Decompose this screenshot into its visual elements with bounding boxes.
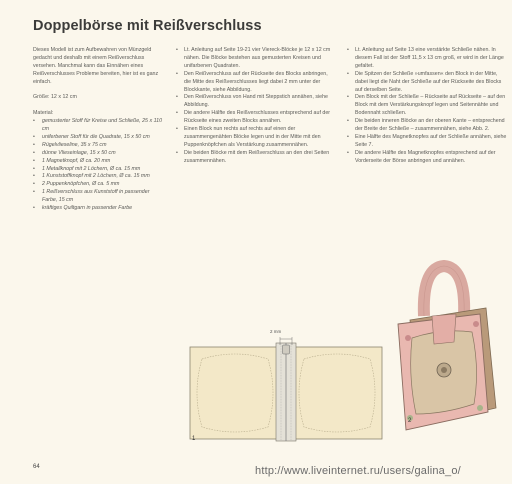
list-item: • uniferbener Stoff für die Quadrate, 15 x 50 cm bbox=[33, 134, 163, 142]
intro-text: Dieses Modell ist zum Aufbewahren von Münzgeld gedacht und deshalb mit einem Reißverschluss versehen. Manchmal kann das Einnähen eines Reißverschlusses Probleme bereiten, hier ist es ganz einfach. bbox=[33, 47, 159, 85]
watermark-url: http://www.liveinternet.ru/users/galina_o/ bbox=[255, 465, 461, 477]
page-number: 64 bbox=[33, 464, 40, 470]
figure-purse-photo bbox=[388, 258, 500, 438]
steps-list-1 bbox=[176, 47, 336, 166]
column-steps-2 bbox=[347, 47, 507, 166]
material-list bbox=[33, 118, 163, 213]
column-steps-1 bbox=[176, 47, 336, 166]
dimension-label: 2 mm bbox=[270, 329, 282, 334]
list-item: • Lt. Anleitung auf Seite 13 eine verstärkte Schließe nähen. In diesem Fall ist der Stoff 11,5 x 13 cm groß, er wird in der Länge gefaltet. bbox=[347, 47, 507, 71]
material-heading: Material: bbox=[33, 110, 54, 117]
list-item: • Den Reißverschluss von Hand mit Steppstich annähen, siehe Abbildung. bbox=[176, 94, 336, 110]
list-item: • kräftiges Quiltgarn in passender Farbe bbox=[33, 205, 163, 213]
list-item: • 2 Puppenknöpfchen, Ø ca. 5 mm bbox=[33, 181, 163, 189]
list-item: • Die andere Hälfte des Magnetknopfes entsprechend auf der Vorderseite der Börse anbringen und annähen. bbox=[347, 150, 507, 166]
list-item: • Den Block mit der Schließe – Rückseite auf Rückseite – auf den Block mit dem Verstärkungsknopf legen und Seitennähte und Bodennaht schließen. bbox=[347, 94, 507, 118]
figure-2-label: 2 bbox=[408, 418, 412, 424]
list-item: • gemusterter Stoff für Kreise und Schließe, 25 x 110 cm bbox=[33, 118, 163, 134]
list-item: • Eine Hälfte des Magnetknopfes auf der Schließe annähen, siehe Seite 7. bbox=[347, 134, 507, 150]
list-item: • Den Reißverschluss auf der Rückseite des Blocks anbringen, die Mitte des Reißverschlusses liegt dabei 2 mm unter der Blockkante, siehe Abbildung. bbox=[176, 71, 336, 95]
list-item: • 1 Kunststoffknopf mit 2 Löchern, Ø ca. 15 mm bbox=[33, 173, 163, 181]
list-item: • Lt. Anleitung auf Seite 19-21 vier Viereck-Blöcke je 12 x 12 cm nähen. Die Blöcke bestehen aus gemusterten Kreisen und unifarbenen Quadraten. bbox=[176, 47, 336, 71]
steps-list-2 bbox=[347, 47, 507, 166]
list-item: • 1 Magnetknopf, Ø ca. 20 mm bbox=[33, 158, 163, 166]
list-item: • Die Spitzen der Schließe »umfassen« den Block in der Mitte, dabei liegt die Naht der Schließe auf der Rückseite des Blocks auf derselben Seite. bbox=[347, 71, 507, 95]
list-item: • Die andere Hälfte des Reißverschlusses entsprechend auf der Rückseite eines zweiten Blocks annähen. bbox=[176, 110, 336, 126]
figure-1-label: 1 bbox=[192, 436, 196, 442]
size-text: Größe: 12 x 12 cm bbox=[33, 94, 77, 101]
list-item: • 1 Metallknopf mit 2 Löchern, Ø ca. 15 mm bbox=[33, 166, 163, 174]
list-item: • Die beiden Blöcke mit dem Reißverschluss an den drei Seiten zusammennähen. bbox=[176, 150, 336, 166]
list-item: • dünne Vlieseinlage, 15 x 50 cm bbox=[33, 150, 163, 158]
list-item: • 1 Reißverschluss aus Kunststoff in passender Farbe, 15 cm bbox=[33, 189, 163, 205]
list-item: • Die beiden inneren Blöcke an der oberen Kante – entsprechend der Breite der Schließe – zusammennähen, siehe Abb. 2. bbox=[347, 118, 507, 134]
column-intro bbox=[33, 47, 163, 213]
list-item: • Einen Block nun rechts auf rechts auf einen der zusammengenähten Blöcke legen und in der Mitte mit den Puppenknöpfchen als Verstärkung zusammennähen. bbox=[176, 126, 336, 150]
figure-zipper-diagram bbox=[188, 325, 396, 443]
list-item: • Rügelvlieseline, 35 x 75 cm bbox=[33, 142, 163, 150]
page-title: Doppelbörse mit Reißverschluss bbox=[33, 18, 262, 34]
